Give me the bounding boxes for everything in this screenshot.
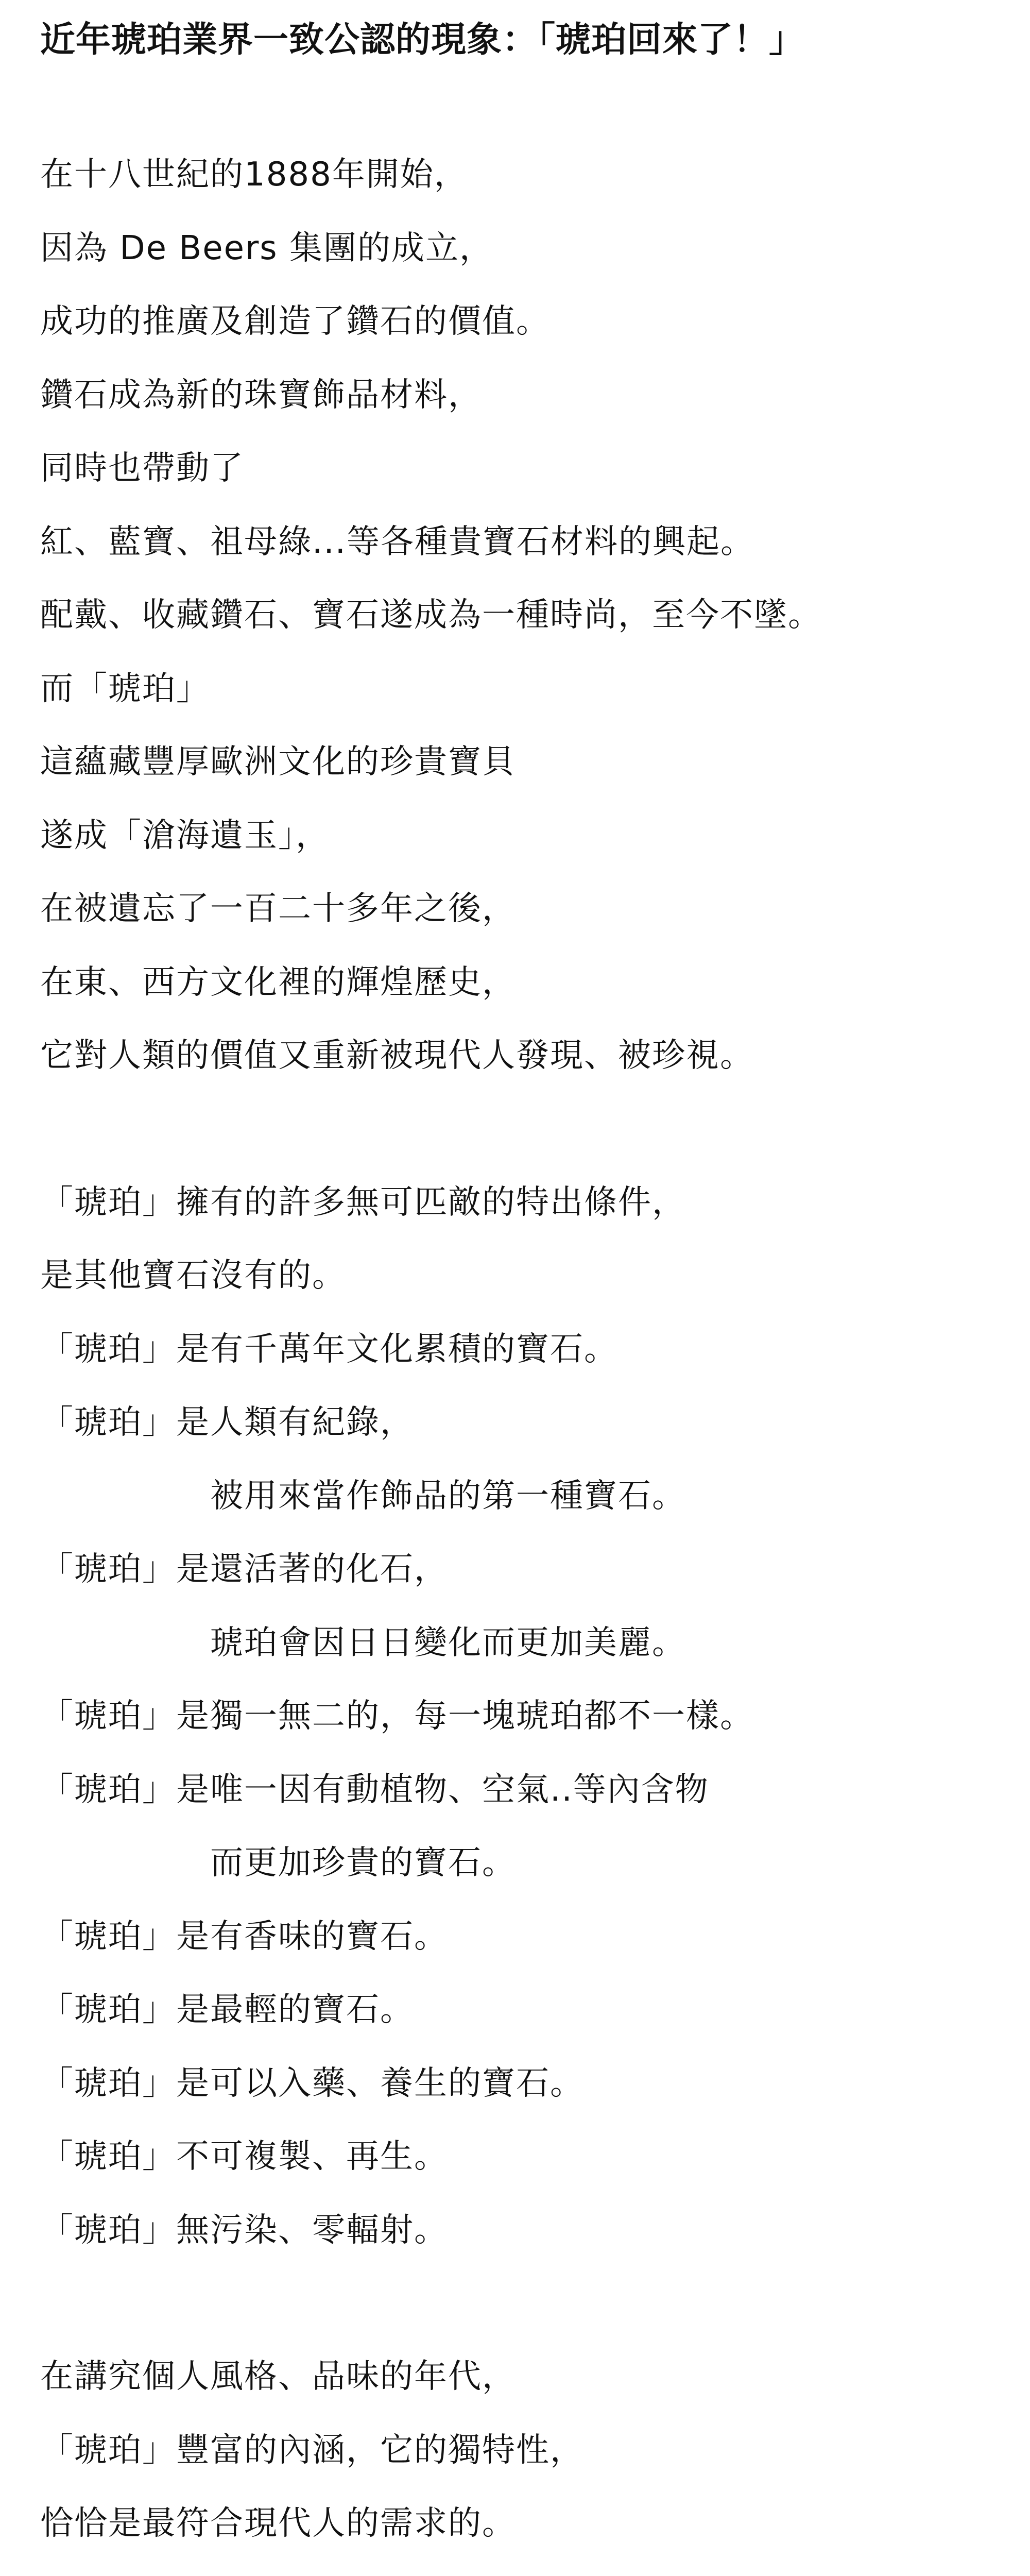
text-line: 「琥珀」是人類有紀錄，	[40, 1403, 414, 1442]
text-line: 紅、藍寶、祖母綠...等各種貴寶石材料的興起。	[40, 522, 755, 561]
text-line: 在十八世紀的1888年開始，	[40, 156, 468, 194]
text-line: 它對人類的價值又重新被現代人發現、被珍視。	[40, 1037, 754, 1075]
text-line: 「琥珀」是有香味的寶石。	[40, 1917, 448, 1956]
text-line: 「琥珀」是最輕的寶石。	[40, 1991, 414, 2029]
text-line: 「琥珀」不可複製、再生。	[40, 2138, 448, 2176]
document	[40, 15, 1019, 2576]
paragraph-section	[40, 2340, 1019, 2576]
text-line: 恰恰是最符合現代人的需求的。	[40, 2504, 516, 2543]
text-line: 「琥珀」擁有的許多無可匹敵的特出條件，	[40, 1183, 686, 1222]
text-line: 「琥珀」是可以入藥、養生的寶石。	[40, 2064, 584, 2103]
text-line: 「琥珀」是獨一無二的，每一塊琥珀都不一樣。	[40, 1697, 754, 1735]
text-line: 而「琥珀」	[40, 669, 210, 708]
text-line: 配戴、收藏鑽石、寶石遂成為一種時尚，至今不墜。	[40, 596, 822, 634]
text-line: 因為 De Beers 集團的成立，	[40, 229, 493, 267]
text-line: 「琥珀」是唯一因有動植物、空氣..等內含物	[40, 1770, 709, 1809]
text-line: 鑽石成為新的珠寶飾品材料，	[40, 376, 482, 414]
text-line: 「琥珀」是還活著的化石，	[40, 1550, 448, 1588]
text-line: 在講究個人風格、品味的年代，	[40, 2358, 516, 2396]
text-line: 在東、西方文化裡的輝煌歷史，	[40, 963, 516, 1002]
text-line: 遂成「滄海遺玉」，	[40, 816, 330, 855]
text-line: 被用來當作飾品的第一種寶石。	[210, 1477, 686, 1515]
document-body	[40, 138, 1019, 2576]
paragraph-section	[40, 138, 1019, 1093]
text-line: 這蘊藏豐厚歐洲文化的珍貴寶貝	[40, 743, 516, 781]
text-line: 在被遺忘了一百二十多年之後，	[40, 890, 516, 928]
text-line: 而更加珍貴的寶石。	[210, 1844, 516, 1882]
text-line: 「琥珀」豐富的內涵，它的獨特性，	[40, 2431, 584, 2469]
text-line: 成功的推廣及創造了鑽石的價值。	[40, 302, 550, 341]
text-line: 琥珀會因日日變化而更加美麗。	[210, 1623, 686, 1662]
text-line: 是其他寶石沒有的。	[40, 1257, 346, 1295]
paragraph-section	[40, 1166, 1019, 2267]
text-line: 「琥珀」是有千萬年文化累積的寶石。	[40, 1330, 618, 1368]
text-line	[40, 2561, 1019, 2576]
text-line: 「琥珀」無污染、零輻射。	[40, 2211, 448, 2249]
document-title: 近年琥珀業界一致公認的現象：「琥珀回來了！」	[40, 20, 805, 60]
text-line: 同時也帶動了	[40, 449, 244, 487]
